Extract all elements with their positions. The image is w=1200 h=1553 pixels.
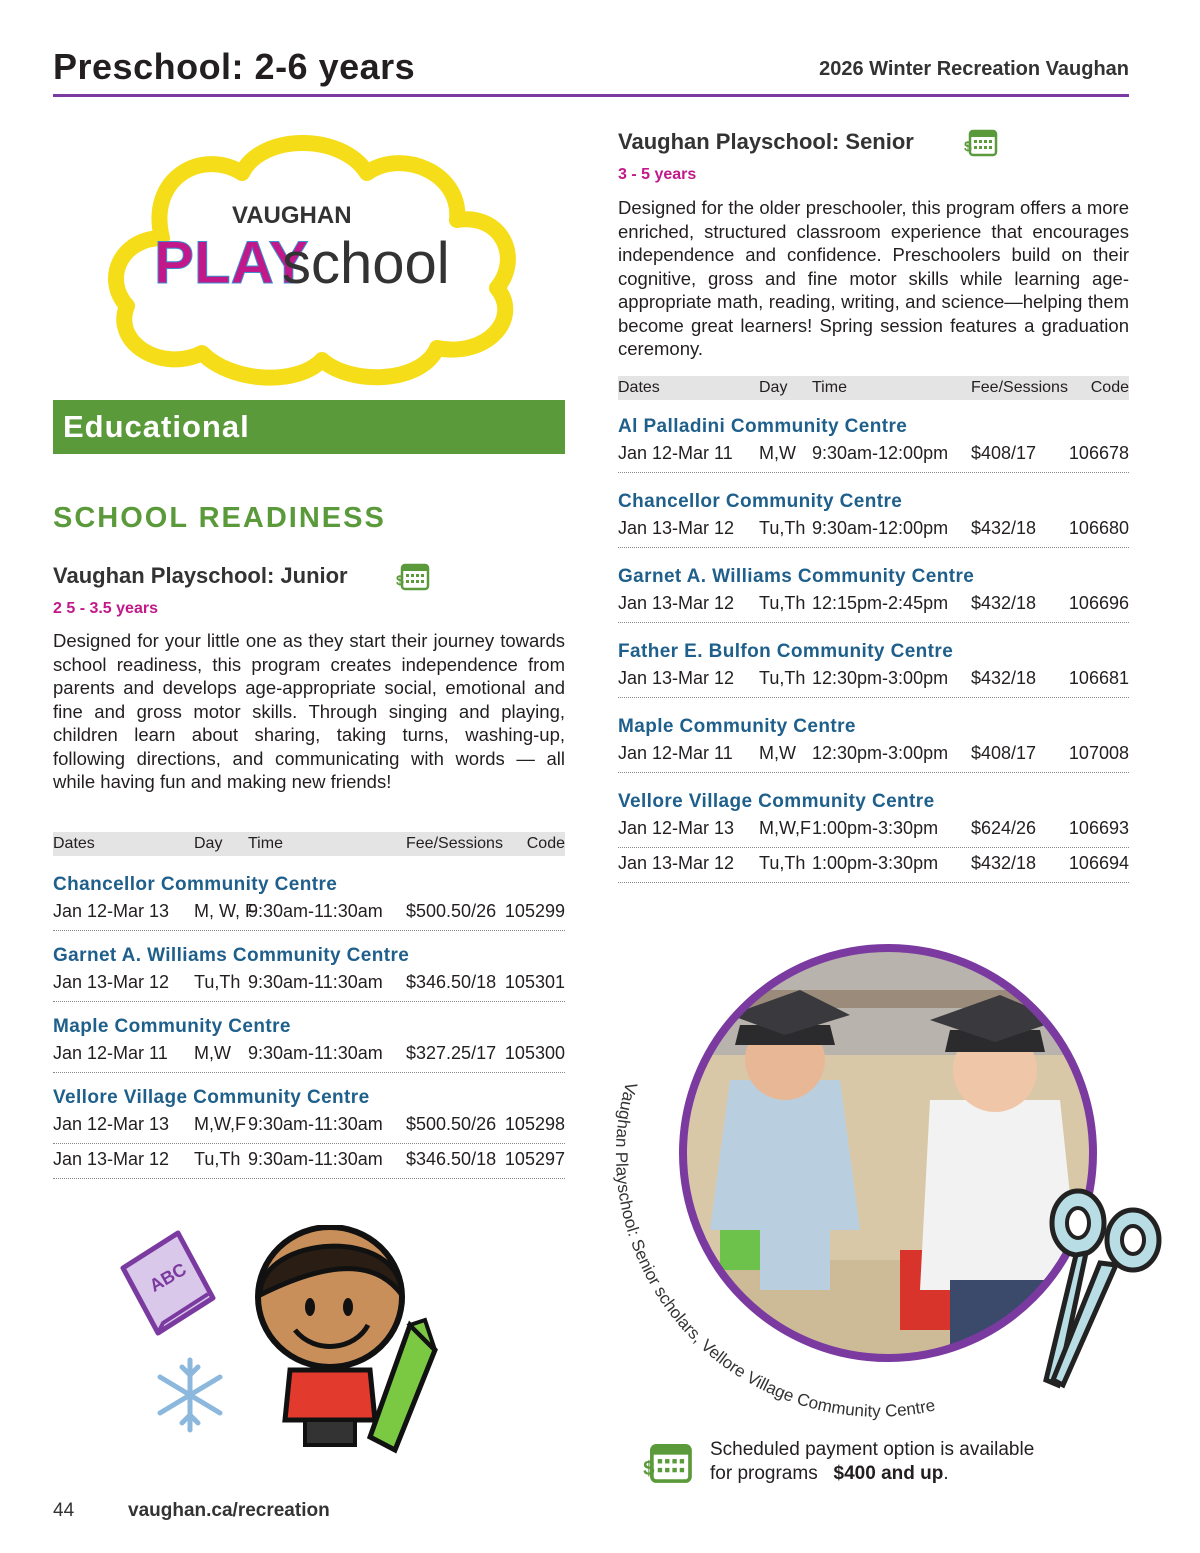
location-name: Maple Community Centre — [53, 1016, 291, 1037]
cell-time: 1:00pm-3:30pm — [812, 853, 939, 873]
cell-dates: Jan 13-Mar 12 — [53, 972, 170, 992]
location-name: Father E. Bulfon Community Centre — [618, 641, 954, 662]
cell-code: 106694 — [1068, 853, 1129, 873]
table-row — [53, 967, 565, 1002]
col-day: Day — [194, 835, 223, 852]
cell-dates: Jan 13-Mar 12 — [618, 668, 735, 688]
payment-note-line2: for programs $400 and up. — [710, 1463, 949, 1484]
table-row — [53, 1038, 565, 1073]
table-row — [618, 588, 1129, 623]
svg-text:$: $ — [643, 1457, 655, 1481]
table-header — [618, 376, 1129, 400]
cell-day: M,W — [759, 443, 796, 463]
cell-fee: $327.25/17 — [406, 1043, 497, 1063]
playschool-logo — [92, 128, 532, 388]
logo-school: school — [282, 231, 450, 296]
cell-code: 105299 — [504, 901, 565, 921]
cell-dates: Jan 13-Mar 12 — [618, 518, 735, 538]
payment-note — [710, 1438, 1034, 1486]
calendar-payment-icon — [964, 127, 998, 157]
cell-time: 9:30am-11:30am — [248, 901, 383, 921]
scissors-icon — [1028, 1185, 1168, 1395]
cell-code: 105300 — [504, 1043, 565, 1063]
cell-dates: Jan 13-Mar 12 — [618, 853, 735, 873]
junior-age-range: 2 5 - 3.5 years — [53, 600, 158, 617]
cell-code: 105297 — [504, 1149, 565, 1169]
cell-fee: $500.50/26 — [406, 1114, 497, 1134]
table-row — [618, 663, 1129, 698]
cell-code: 105301 — [504, 972, 565, 992]
cell-fee: $346.50/18 — [406, 972, 497, 992]
abc-book-icon — [118, 1228, 218, 1338]
section-heading: SCHOOL READINESS — [53, 502, 386, 534]
svg-text:$: $ — [964, 138, 972, 154]
junior-description: Designed for your little one as they start their journey towards school readiness, this program creates independence from parents and develops age-appropriate social, emotional and fine and gross motor skills. Through singing and playing, children learn about sharing, taking turns, washing-up, following directions, and communicating with words — all while having fun and making new friends! — [53, 630, 565, 792]
cell-dates: Jan 12-Mar 13 — [618, 818, 735, 838]
senior-program-title: Vaughan Playschool: Senior — [618, 129, 914, 154]
cell-day: Tu,Th — [194, 972, 241, 992]
senior-table-body — [618, 416, 1129, 883]
col-fee: Fee/Sessions — [406, 835, 503, 852]
table-row — [618, 813, 1129, 848]
junior-schedule-table — [53, 832, 565, 1179]
cell-code: 106680 — [1068, 518, 1129, 538]
page-number: 44 — [53, 1500, 75, 1521]
table-row — [618, 848, 1129, 883]
cell-dates: Jan 12-Mar 11 — [618, 443, 733, 463]
cell-fee: $432/18 — [971, 593, 1037, 613]
cell-time: 9:30am-12:00pm — [812, 443, 949, 463]
cell-day: M,W — [194, 1043, 231, 1063]
cartoon-child-with-crayon — [250, 1225, 450, 1460]
col-dates: Dates — [53, 835, 95, 852]
payment-threshold: $400 and up — [833, 1463, 944, 1484]
logo-play: PLAY — [154, 229, 309, 296]
cell-code: 107008 — [1068, 743, 1129, 763]
publication-name: 2026 Winter Recreation Vaughan — [819, 58, 1129, 80]
col-code: Code — [526, 835, 565, 852]
cell-time: 9:30am-11:30am — [248, 1114, 383, 1134]
table-row — [53, 1109, 565, 1144]
category-label: Educational — [63, 409, 250, 444]
location-name: Maple Community Centre — [618, 716, 856, 737]
cell-time: 9:30am-12:00pm — [812, 518, 949, 538]
cell-dates: Jan 12-Mar 13 — [53, 901, 170, 921]
cell-day: M,W — [759, 743, 796, 763]
cell-dates: Jan 13-Mar 12 — [618, 593, 735, 613]
category-bar — [53, 400, 565, 454]
cell-time: 12:15pm-2:45pm — [812, 593, 949, 613]
cell-day: Tu,Th — [759, 593, 806, 613]
cell-day: Tu,Th — [194, 1149, 241, 1169]
cell-fee: $432/18 — [971, 668, 1037, 688]
cell-day: Tu,Th — [759, 853, 806, 873]
col-fee: Fee/Sessions — [971, 379, 1068, 396]
cell-day: M,W,F — [194, 1114, 246, 1134]
junior-table-body — [53, 874, 565, 1179]
cell-dates: Jan 12-Mar 11 — [53, 1043, 168, 1063]
table-row — [53, 896, 565, 931]
senior-description: Designed for the older preschooler, this program offers a more enriched, structured classroom experience that encourages independence and confidence. Preschoolers build on their cognitive, gross and fine motor skills while learning age-appropriate math, reading, writing, and science—helping them become great learners! Spring session features a graduation ceremony. — [618, 197, 1129, 359]
senior-schedule-table — [618, 376, 1129, 883]
location-name: Vellore Village Community Centre — [618, 791, 935, 812]
col-time: Time — [812, 379, 847, 396]
logo-vaughan: VAUGHAN — [232, 202, 352, 229]
cell-time: 9:30am-11:30am — [248, 1149, 383, 1169]
cell-time: 9:30am-11:30am — [248, 972, 383, 992]
cell-code: 106696 — [1068, 593, 1129, 613]
location-name: Chancellor Community Centre — [618, 491, 903, 512]
cell-time: 1:00pm-3:30pm — [812, 818, 939, 838]
svg-text:ABC: ABC — [146, 1259, 190, 1296]
cell-time: 12:30pm-3:00pm — [812, 668, 949, 688]
cell-fee: $432/18 — [971, 518, 1037, 538]
table-row — [618, 438, 1129, 473]
table-row — [53, 1144, 565, 1179]
location-name: Vellore Village Community Centre — [53, 1087, 370, 1108]
cell-code: 106678 — [1068, 443, 1129, 463]
cell-dates: Jan 13-Mar 12 — [53, 1149, 170, 1169]
cell-fee: $408/17 — [971, 443, 1037, 463]
cell-code: 106681 — [1068, 668, 1129, 688]
photo-caption: Vaughan Playschool: Senior scholars, Vellore Village Community Centre — [611, 1080, 937, 1421]
cell-fee: $624/26 — [971, 818, 1037, 838]
cell-day: Tu,Th — [759, 668, 806, 688]
cell-dates: Jan 12-Mar 11 — [618, 743, 733, 763]
cell-time: 12:30pm-3:00pm — [812, 743, 949, 763]
cell-fee: $500.50/26 — [406, 901, 497, 921]
snowflake-icon — [150, 1355, 230, 1435]
svg-text:$: $ — [396, 572, 404, 588]
location-name: Al Palladini Community Centre — [618, 416, 908, 437]
cell-fee: $432/18 — [971, 853, 1037, 873]
table-header — [53, 832, 565, 856]
header-divider — [53, 94, 1129, 97]
page-title: Preschool: 2-6 years — [53, 46, 416, 87]
junior-program-title: Vaughan Playschool: Junior — [53, 563, 348, 588]
col-dates: Dates — [618, 379, 660, 396]
footer-link[interactable]: vaughan.ca/recreation — [128, 1500, 330, 1521]
cell-fee: $408/17 — [971, 743, 1037, 763]
calendar-payment-icon — [396, 561, 430, 591]
cell-fee: $346.50/18 — [406, 1149, 497, 1169]
table-row — [618, 513, 1129, 548]
col-code: Code — [1090, 379, 1129, 396]
cell-day: Tu,Th — [759, 518, 806, 538]
location-name: Garnet A. Williams Community Centre — [53, 945, 410, 966]
cell-day: M, W, F — [194, 901, 256, 921]
payment-note-line1: Scheduled payment option is available — [710, 1439, 1035, 1460]
location-name: Garnet A. Williams Community Centre — [618, 566, 975, 587]
cell-code: 106693 — [1068, 818, 1129, 838]
cell-day: M,W,F — [759, 818, 811, 838]
cell-time: 9:30am-11:30am — [248, 1043, 383, 1063]
senior-age-range: 3 - 5 years — [618, 166, 697, 183]
col-day: Day — [759, 379, 788, 396]
calendar-payment-icon — [640, 1440, 696, 1484]
table-row — [618, 738, 1129, 773]
cell-dates: Jan 12-Mar 13 — [53, 1114, 170, 1134]
location-name: Chancellor Community Centre — [53, 874, 338, 895]
cell-code: 105298 — [504, 1114, 565, 1134]
col-time: Time — [248, 835, 283, 852]
